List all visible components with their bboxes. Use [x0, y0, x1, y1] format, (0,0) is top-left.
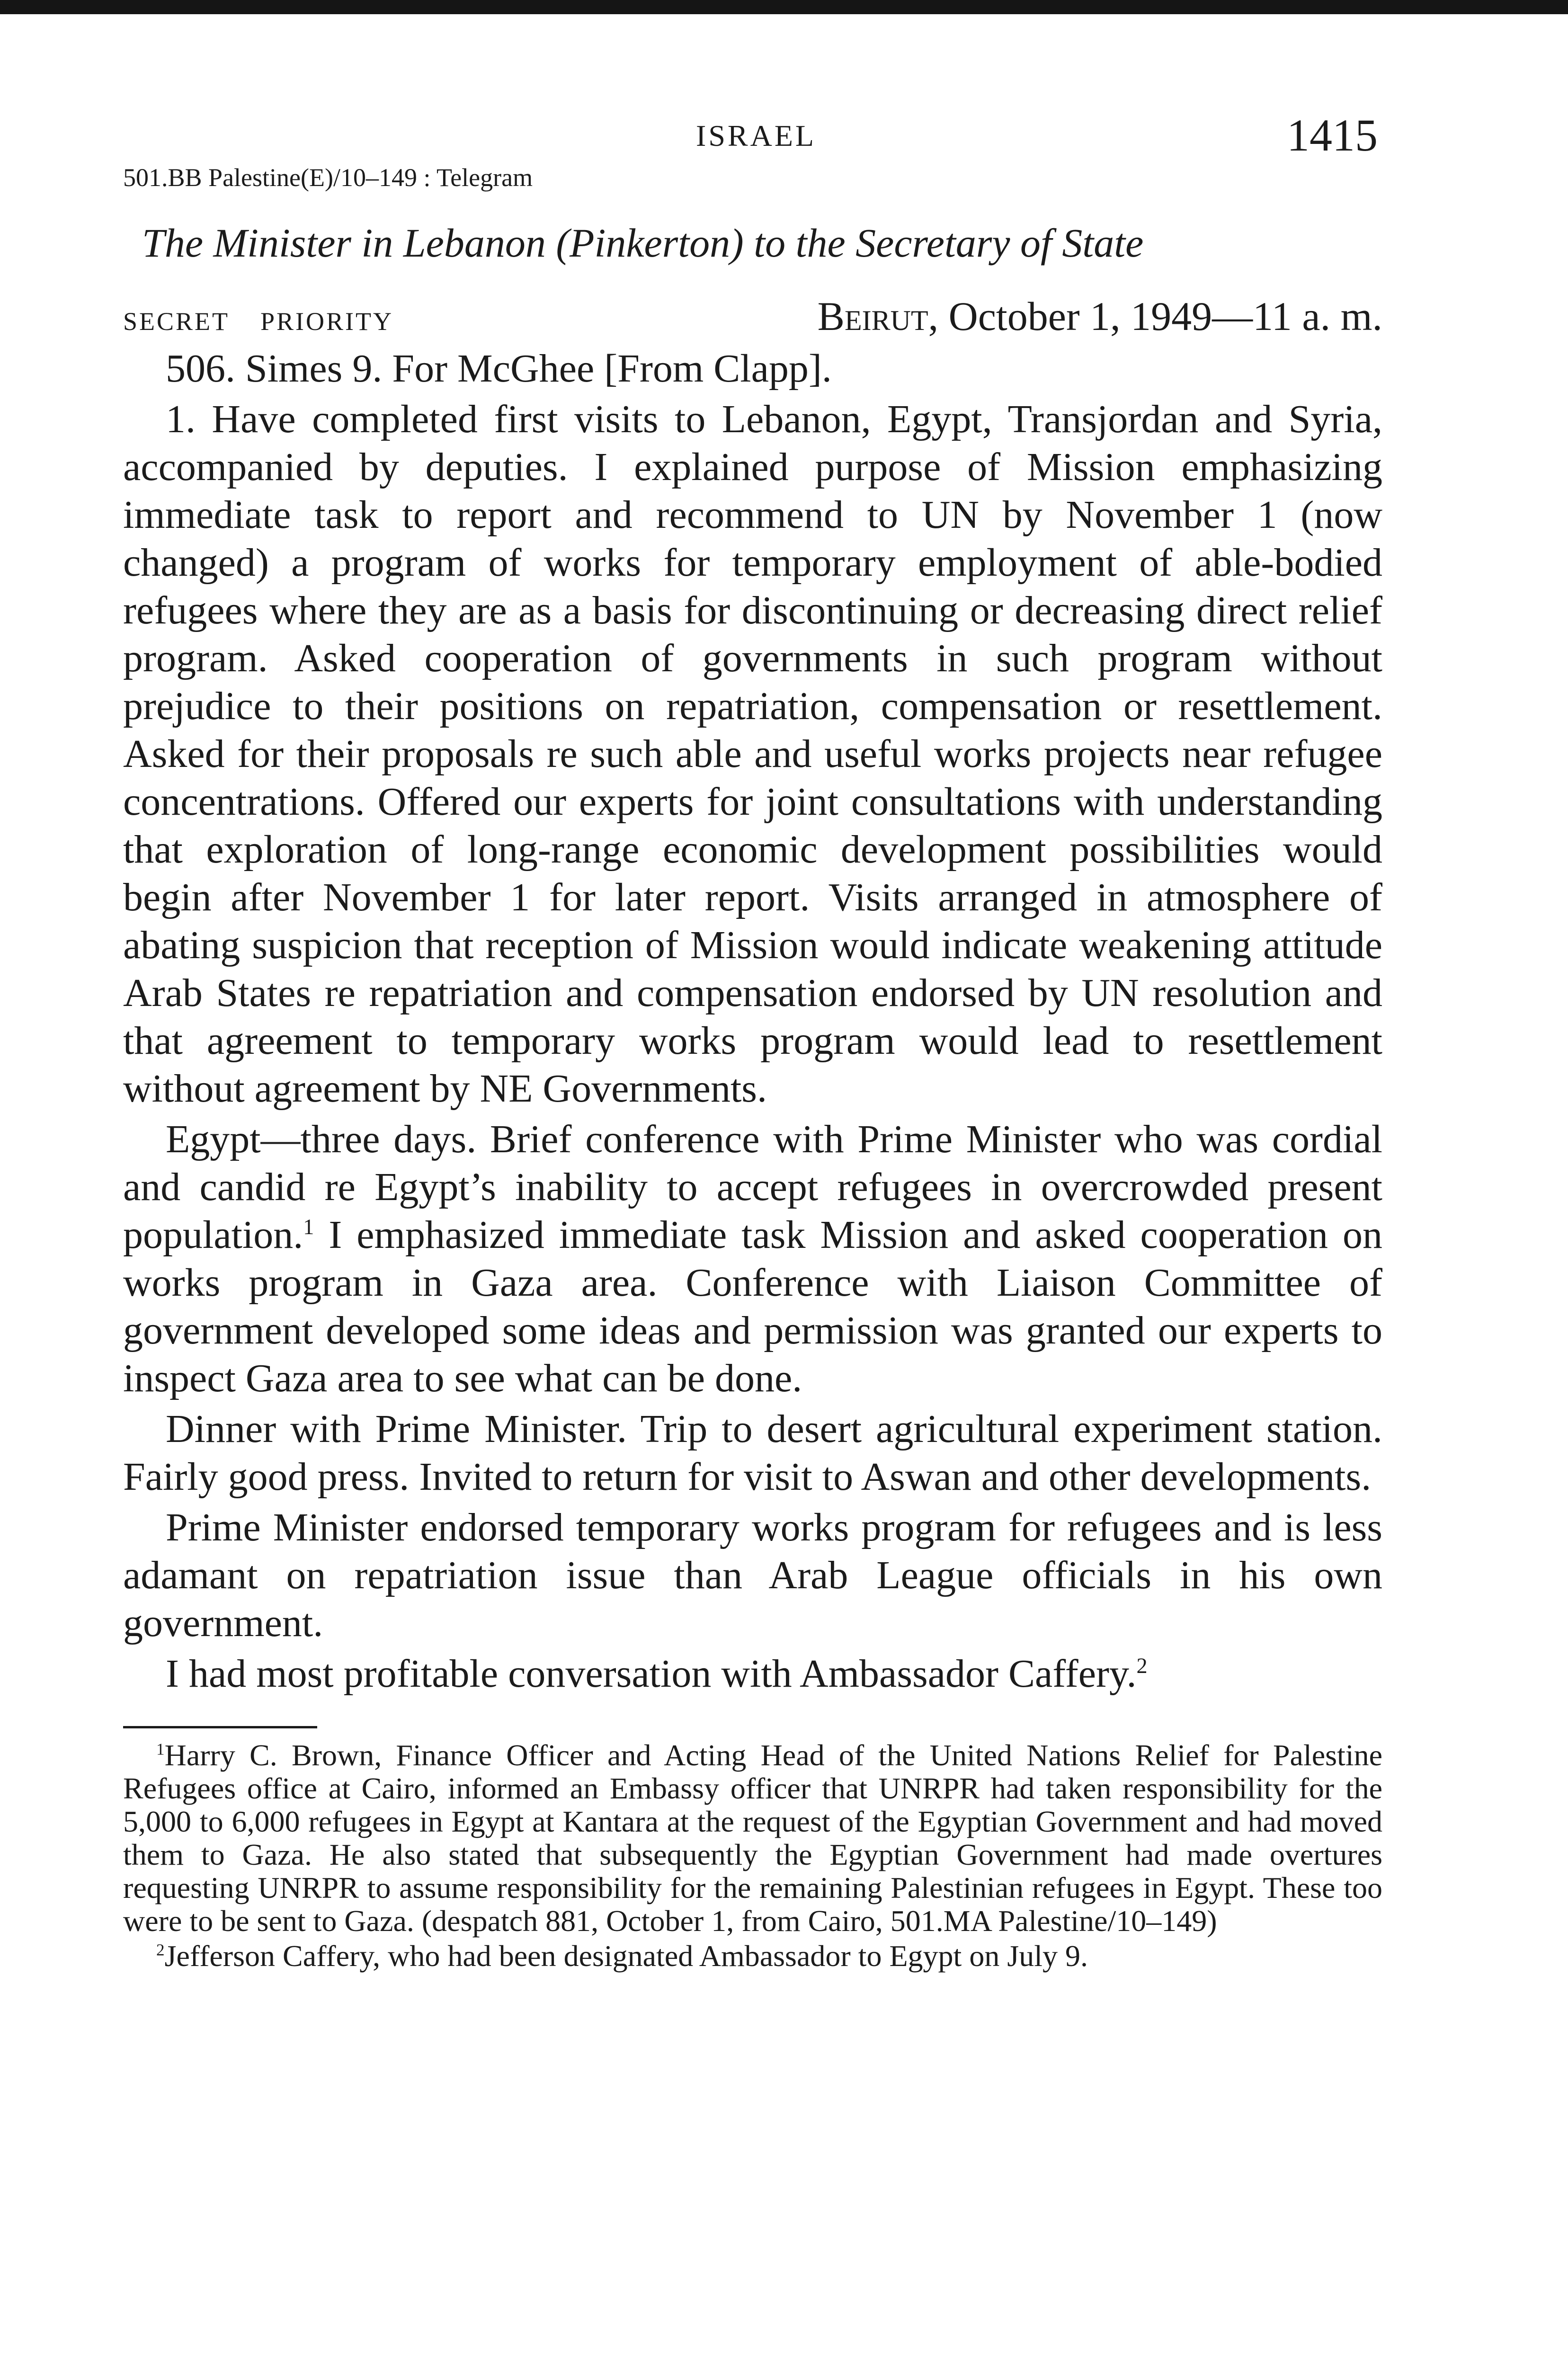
body-paragraph-1: 506. Simes 9. For McGhee [From Clapp].: [166, 347, 832, 391]
telegram-body: [123, 345, 1382, 1698]
footnote-1-text: Harry C. Brown, Finance Officer and Acting Head of the United Nations Relief for Palestine Refugees office at Cairo, informed an Embassy officer that UNRPR had taken responsibility for the 5,000 to 6,000 refugees in Egypt at Kantara at the request of the Egyptian Government and had moved them to Gaza. He also stated that subsequently the Egyptian Government had made overtures requesting UNRPR to assume responsibility for the remaining Palestinian refugees in Egypt. These too were to be sent to Gaza. (despatch 881, October 1, from Cairo, 501.MA Palestine/10–149): [123, 1738, 1382, 1938]
footnote-ref-2[interactable]: 2: [1136, 1654, 1148, 1678]
document-page: [123, 109, 1382, 1973]
footnote-2: [123, 1940, 1382, 1973]
priority-label: PRIORITY: [260, 307, 394, 336]
running-head-title: ISRAEL: [696, 119, 816, 152]
footnote-1: [123, 1739, 1382, 1938]
footnote-separator: [123, 1726, 317, 1728]
document-title: The Minister in Lebanon (Pinkerton) to the Secretary of State: [142, 220, 1144, 266]
footnote-2-text: Jefferson Caffery, who had been designated Ambassador to Egypt on July 9.: [164, 1939, 1088, 1973]
body-paragraph-6-text: I had most profitable conversation with Ambassador Caffery.: [166, 1652, 1137, 1696]
dateline: [818, 293, 1382, 340]
footnote-2-marker: 2: [156, 1940, 165, 1959]
dateline-date: October 1, 1949—11 a. m.: [938, 294, 1382, 339]
top-border-rule: [0, 0, 1568, 14]
page-number: 1415: [1287, 110, 1378, 160]
footnote-ref-1[interactable]: 1: [303, 1215, 314, 1239]
body-paragraph-3: [123, 1115, 1382, 1402]
classification-label: SECRET: [123, 307, 230, 336]
body-paragraph-5: Prime Minister endorsed temporary works program for refugees and is less adamant on repatriation issue than Arab League officials in his own government.: [123, 1505, 1382, 1645]
dateline-place: Beirut,: [817, 294, 939, 339]
footnotes: [123, 1739, 1382, 1973]
footnote-1-marker: 1: [156, 1740, 165, 1759]
body-paragraph-2: 1. Have completed first visits to Lebanon, Egypt, Transjordan and Syria, accompanied by deputies. I explained purpose of Mission emphasizing immediate task to report and recommend to UN by November 1 (now changed) a program of works for temporary employment of able-bodied refugees where they are as a basis for discontinuing or decreasing direct relief program. Asked cooperation of governments in such program without prejudice to their positions on repatriation, compensation or resettlement. Asked for their proposals re such able and useful works projects near refugee concentrations. Offered our experts for joint consultations with understanding that exploration of long-range economic development possibilities would begin after November 1 for later report. Visits arranged in atmosphere of abating suspicion that reception of Mission would indicate weakening attitude Arab States re repatriation and compensation endorsed by UN resolution and that agreement to temporary works program would lead to resettlement without agreement by NE Governments.: [123, 397, 1382, 1111]
running-head: [123, 109, 1382, 161]
file-reference: 501.BB Palestine(E)/10–149 : Telegram: [123, 163, 533, 192]
body-paragraph-4: Dinner with Prime Minister. Trip to desert agricultural experiment station. Fairly good press. Invited to return for visit to Aswan and other developments.: [123, 1407, 1382, 1499]
body-paragraph-3-end: I emphasized immediate task Mission and asked cooperation on works program in Gaza area. Conference with Liaison Committee of government developed some ideas and permission was granted our experts to inspect Gaza area to see what can be done.: [123, 1213, 1382, 1400]
body-paragraph-3-start: Egypt—three days. Brief conference with Prime Minister who was cordial and candid re Egypt’s inability to accept refugees in overcrowded present population.: [123, 1117, 1382, 1257]
telegram-header-line: [123, 293, 1382, 345]
body-paragraph-6: [123, 1650, 1382, 1698]
